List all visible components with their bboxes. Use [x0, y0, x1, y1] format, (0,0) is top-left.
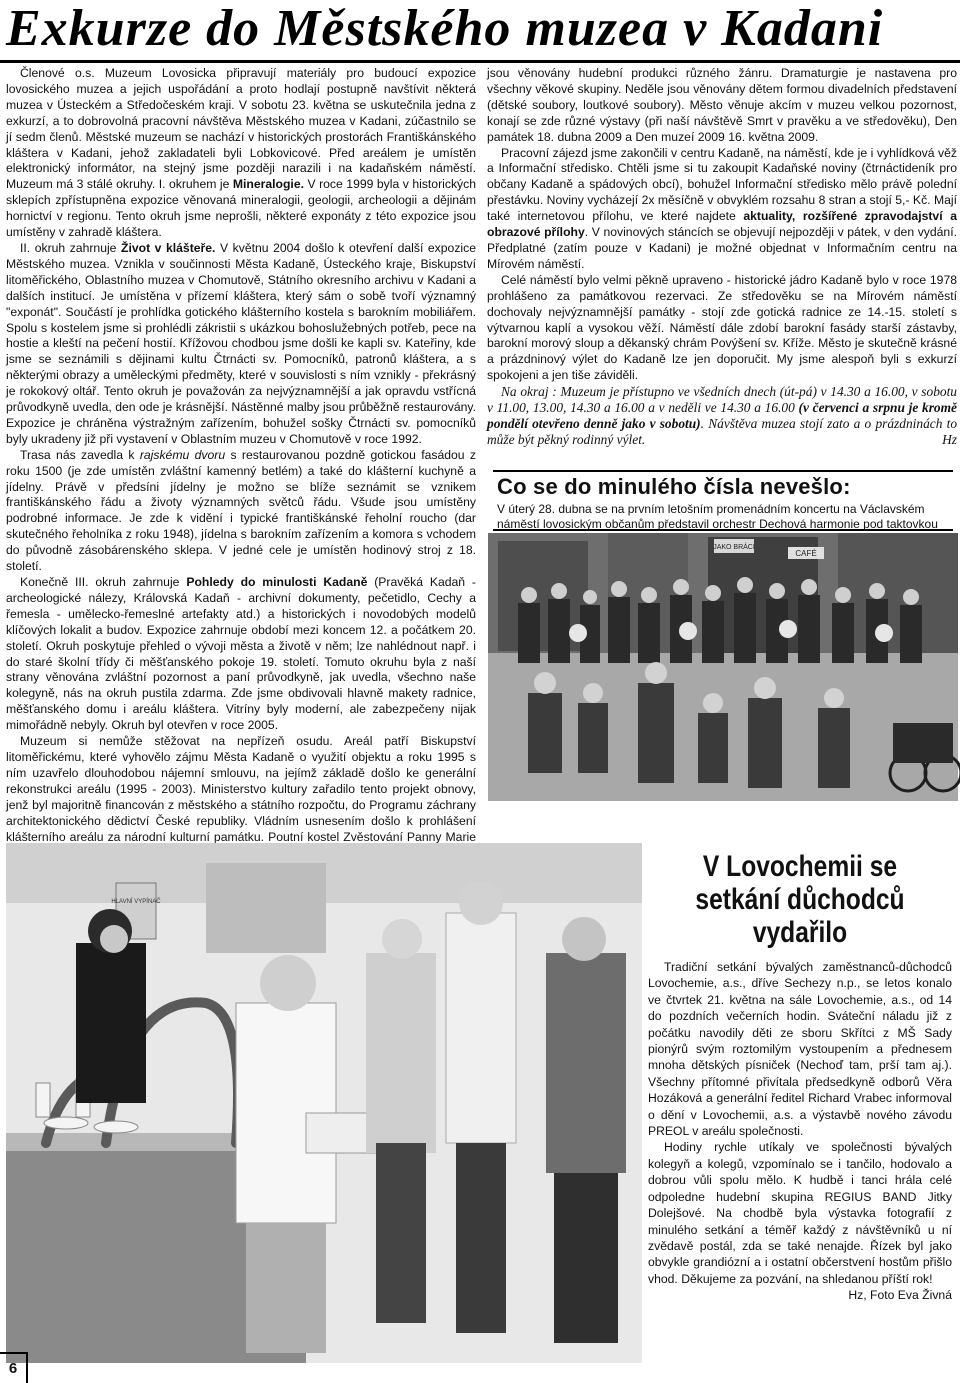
sidebox-text: V úterý 28. dubna se na prvním letošním promenádním koncertu na Václavském náměstí lovosickým občanům představil orchestr Dechová harmonie pod taktovkou [497, 502, 938, 531]
lovochemie-article [648, 850, 952, 1360]
masthead-rule [0, 60, 960, 63]
brass-band-illustration [488, 533, 958, 801]
paragraph: Trasa nás zavedla k rajskému dvoru s restaurovanou pozdně gotickou fasádou z roku 1500 (je zde umístěn zvláštní kamenný betlém) a také do klášterní kuchyně a jídelny. Právě v předsíni jídelny je možno se blíže seznámit se vznikem františkánského řádu a životy významných světců řádu. Všude jsou umístěny podrobné informace. Je zde k vidění i typické františkánské řeholní roucho (dar skutečného řeholníka z roku 1948), jídelna s barokním zařízením a komora s vchodem do původně zásobárenského sklepa. V jedné cele je umístěn hodinový stroj z 18. století. [6, 447, 477, 574]
author-signature: Hz [942, 432, 957, 448]
opening-hours-note: Na okraj : Muzeum je přístupno ve všedních dnech (út-pá) v 14.30 a 16.00, v sobotu v 11.00, 13.00, 14.30 a 16.00 a v neděli ve 14.30 a 16.00 (v červenci a srpnu je kromě pondělí otevřeno denně jako v sobotu). Návštěva muzea stojí zato a o prázdninách to může být pěkný rodinný výlet. Hz [487, 384, 958, 448]
dining-hall-photo [6, 843, 642, 1363]
bar-sign: JAKO BRÁCI [713, 544, 755, 551]
paragraph: Konečně III. okruh zahrnuje Pohledy do minulosti Kadaně (Pravěká Kadaň - archeologické nálezy, Královská Kadaň - archivní dokumenty, pečetidlo, Cechy a řemesla - umělecko-řemeslné artefakty atd.) a historických i novodobých modelů klíčových lokalit a budov. Expozice zahrnuje období mezi koncem 12. a počátkem 20. století. Okruh poskytuje přehled o vývoji města a životě v něm; lze nahlédnout např. i do staré školní třídy či měšťanského pokoje 19. století. Tomuto okruhu byla z naší strany věnována zvláštní pozornost a paní průvodkyně, jak uvedla, všechno naše kolegyně, nás na okruh pustila zdarma. Zde jsme obdivovali hlavně makety radnice, měšťanského domu i areálu kláštera. Vitríny byly moderní, ale zabezpečeny nijak mimořádně nebyly. Okruh byl otevřen v roce 2005. [6, 575, 476, 733]
kitchen-sign: HLAVNÍ VYPÍNAČ [111, 899, 161, 905]
paragraph: Muzeum si nemůže stěžovat na nepřízeň osudu. Areál patří Biskupství litoměřickému, které vyhovělo zájmu Města Kadaně o využití objektu a roku 1995 s ním uzavřelo dlouhodobou nájemní smlouvu, na jejímž základě došlo ke generální rekonstrukci areálu (1995 - 2003). Ministerstvo kultury zařadilo tento projekt obnovy, jenž byl majoritně financován z městského a státního rozpočtu, do Programu záchrany architektonického dědictví České republiky. Vládním usnesením došlo k prohlášení klášterního areálu za národní kulturní památku. Poutní kostel Zvěstování Panny Marie [6, 734, 476, 844]
cafe-sign: CAFÉ [795, 549, 817, 558]
paragraph: Celé náměstí bylo velmi pěkně upraveno - historické jádro Kadaně bylo v roce 1978 prohlášeno za památkovou rezervaci. Ze středověku se na Mírovém náměstí dochovaly nejvýznamnější památky - stojí zde gotická radnice ze 14.-15. století s výtvarnou kaplí a vysokou věží. Náměstí dále zdobí barokní fasády starší zástavby, barokní morový sloup a děkanský chrám Povýšení sv. Kříže. Město je skutečně krásné a prázdninový výlet do Kadaně lze jen doporučit. My jsme alespoň byli s exkurzí spokojeni a jen tiše záviděli. [487, 272, 957, 383]
dining-hall-illustration [6, 843, 642, 1363]
paragraph: Pracovní zájezd jsme zakončili v centru Kadaně, na náměstí, kde je i vyhlídková věž a Informační středisko. Chtěli jsme si tu zakoupit Kadaňské noviny (čtrnáctideník pro občany Kadaně a spádových obcí), bohužel Informační středisko mělo právě polední přestávku. Noviny vycházejí 2x měsíčně v obvyklém rozsahu 8 stran a stojí 5,- Kč. Mají také internetovou přílohu, ve které najdete aktuality, rozšířené zpravodajství a obrazové přílohy. V novinových stáncích se objevují nejpozději v pátek, v den vydání. Předplatné (zatím pouze v Kadani) je možné objednat v Informačním centru na Mírovém náměstí. [487, 145, 957, 271]
right-article-column [487, 66, 957, 466]
left-article-column [6, 66, 477, 844]
sidebox-title: Co se do minulého čísla nevešlo: [497, 474, 851, 499]
photo-credit: Hz, Foto Eva Živná [848, 1288, 952, 1303]
lovochemie-title: V Lovochemii se setkání důchodců vydařilo [695, 850, 905, 949]
sidebox-missed-news [493, 470, 953, 531]
page-number: 6 [0, 1352, 28, 1383]
masthead-title: Exkurze do Městského muzea v Kadani [6, 0, 884, 57]
paragraph: jsou věnovány hudební produkci různého žánru. Dramaturgie je nastavena pro všechny věkové skupiny. Neděle jsou věnovány dětem formou divadelních představení (dětské soubory, loutkové soubory). Město věnuje akcím v muzeu velkou pozornost, konají se zde různé výstavy (při naší návštěvě Smrt v pravěku a ve středověku), Den památek 18. dubna 2009 a Den muzeí 2009 16. května 2009. [487, 66, 957, 144]
paragraph: Tradiční setkání bývalých zaměstnanců-důchodců Lovochemie, a.s., dříve Sechezy n.p., se letos konalo ve čtvrtek 21. května na sále Lovochemie, a.s., od 14 do pozdních večerních hodin. Sváteční náladu již z počátku navodily děti ze sboru Skřítci z MŠ Sady pionýrů svým roztomilým vystoupením a přednesem mnoha dětských písniček (Nechoď tam, prší tam aj.). Všechny přítomné přivítala předsedkyně odborů Věra Hozáková a generální ředitel Richard Vrabec informoval o dění v Lovochemii, a.s. a výstavbě nového závodu PREOL v areálu společnosti. [648, 960, 952, 1139]
brass-band-photo [488, 533, 958, 801]
paragraph: Hodiny rychle utíkaly ve společnosti bývalých kolegyň a kolegů, vzpomínalo se i tančilo, hodovalo a dobrou vůli spolu mělo. K hudbě i tanci hrála celé odpoledne hudební skupina REGIUS BAND Jitky Dolejšové. Na chodbě byla výstavka fotografií z minulého setkání a téměř každý z návštěvníků u ní zvědavě postál, zda se také nenajde. Řízek byl jako obvykle grandiózní a i ostatní občerstvení hostům přišlo vhod. Děkujeme za pozvání, na shledanou příští rok! Hz, Foto Eva Živná [648, 1140, 952, 1303]
paragraph: II. okruh zahrnuje Život v klášteře. V květnu 2004 došlo k otevření další expozice Městského muzea. Vznikla v součinnosti Města Kadaně, Ústeckého kraje, Biskupství litoměřického, Oblastního muzea v Chomutově, Státního okresního archivu v Kadani a dalších institucí. Je umístěna v přízemí kláštera, který sám o sobě tvoří významný "exponát". Součástí je prohlídka gotického klášterního kostela s barokním mobiliářem. Spolu s kostelem jsme si prohlédli zákristii s ukázkou bohoslužebných potřeb, pece na hostie a kleští na pečení hostií. Křížovou chodbou jsme došli ke kapli sv. Kateřiny, kde jsme se seznámili s dějinami kultu Čtrnácti sv. Pomocníků, patronů kláštera, a s některými obrazy a uměleckými předměty, které v souvislosti s ním vznikly - překrásný je rokokový oltář. Tento okruh je považován za nejvýznamnější a jak opravdu vstřícná průvodkyně uvedla, den ode je krásnější. Nástěnné malby jsou průběžně restaurovány. Expozice je chráněna výstražným zařízením, bohužel sošky Čtrnácti sv. pomocníků byly ukradeny již při vystavení v Oblastním muzeu v Chomutově v roce 1992. [6, 240, 476, 446]
paragraph: Členové o.s. Muzeum Lovosicka připravují materiály pro budoucí expozice lovosického muzea a jejich uspořádání a proto hodlají postupně navštívit některá muzea v Ústeckém a Středočeském kraji. V sobotu 23. května se uskutečnila jedna z exkurzí, a to dobrovolná pracovní návštěva Městského muzea v Kadani, zúčastnilo se jí sedm členů. Městské muzeum se nachází v historických prostorách Františkánského kláštera v Kadani, jehož zakladateli byli Lobkovicové. Před areálem je umístěn elektronický informátor, na stejný jsme později narazili i na kadaňském náměstí. Muzeum má 3 stálé okruhy. I. okruhem je Mineralogie. V roce 1999 byla v historických sklepích zpřístupněna expozice věnovaná mineralogii, geologii, archeologii a dějinám hornictví v regionu. Tento okruh jsme neprošli, některé exponáty z této expozice jsou umístěny v zahradě kláštera. [6, 66, 477, 240]
